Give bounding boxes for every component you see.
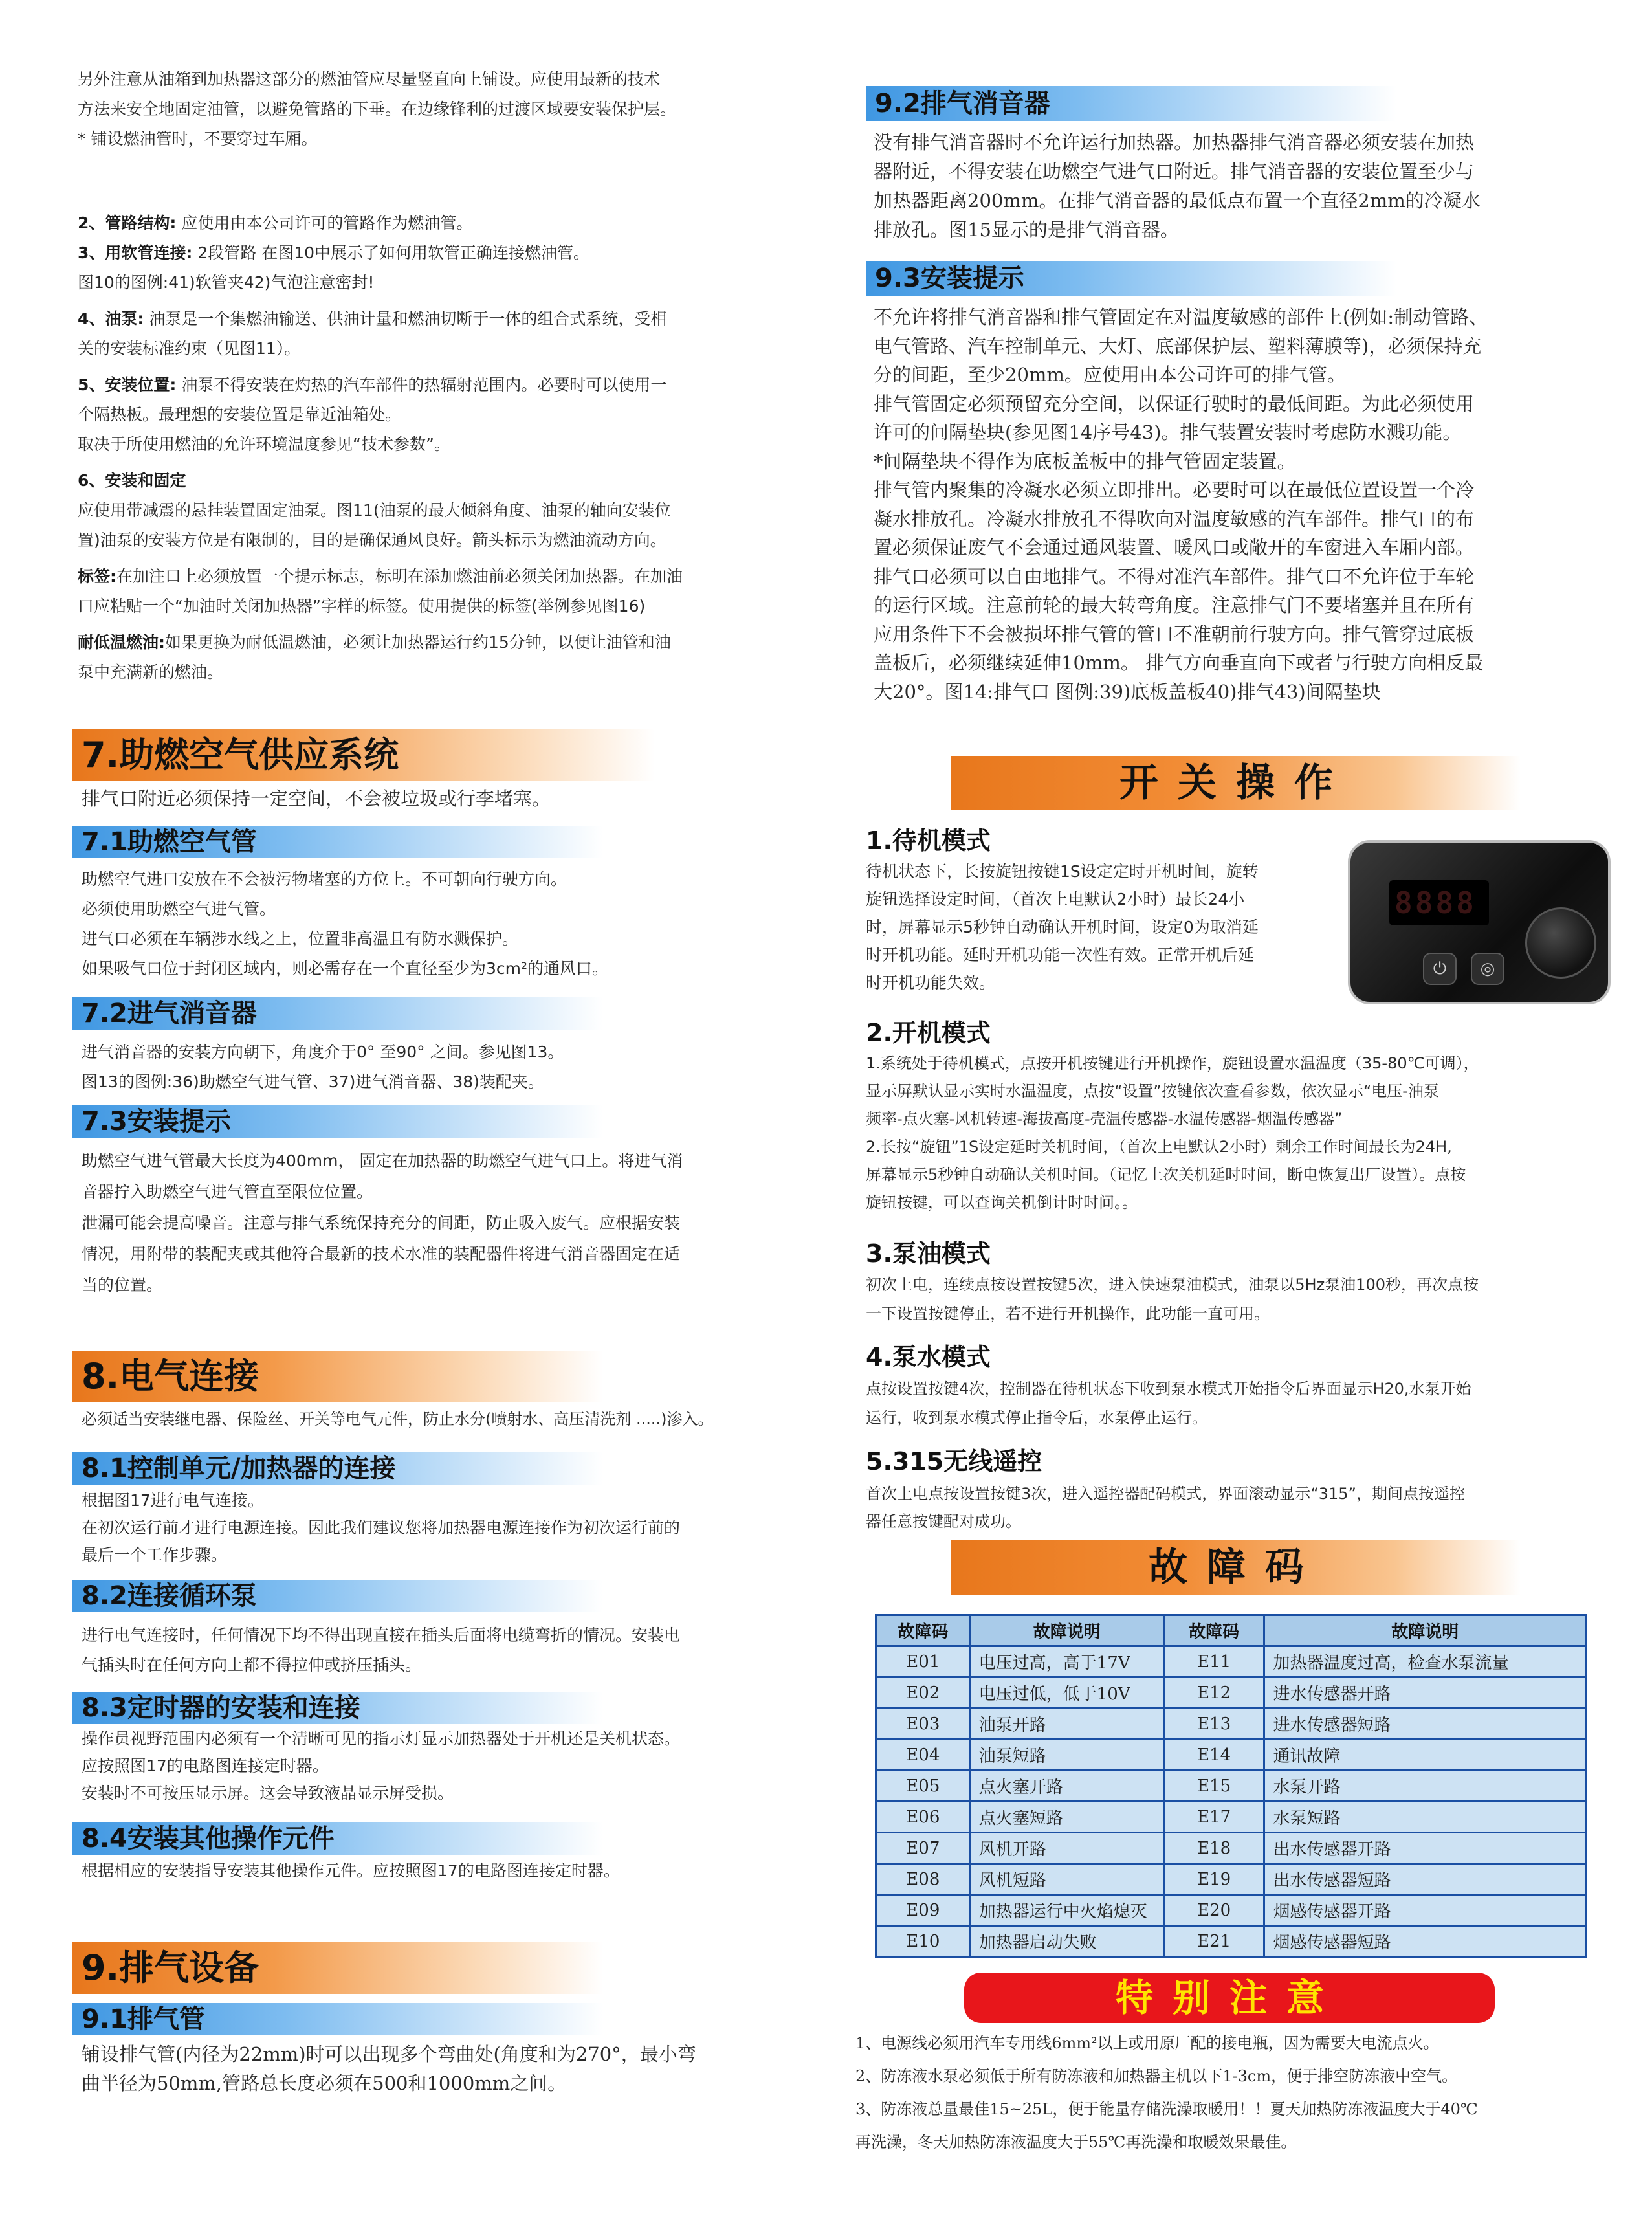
table-row [876,1740,1586,1771]
standby-mode-title: 1.待机模式 [866,826,991,855]
item-line: 泵中充满新的燃油。 [78,663,224,681]
pump-water-mode-title: 4.泵水模式 [866,1343,991,1371]
table-row [876,1864,1586,1895]
fault-desc-cell: 风机短路 [970,1864,1163,1895]
table-row [876,1895,1586,1926]
fuel-items [78,208,796,687]
text-line: 器附近，不得安装在助燃空气进气口附近。排气消音器的安装位置至少与 [874,161,1475,183]
text-line: 排放孔。图15显示的是排气消音器。 [874,219,1179,241]
special-notes [855,2027,1632,2159]
device-digits: 8888 [1394,885,1477,920]
table-row [876,1802,1586,1833]
text-line: 电气管路、汽车控制单元、大灯、底部保护层、塑料薄膜等)，必须保持充 [874,335,1482,357]
item-label: 标签:在加注口上必须放置一个提示标志，标明在添加燃油前必须关闭加热器。在加油 [78,567,683,586]
text-line: 加热器距离200mm。在排气消音器的最低点布置一个直径2mm的冷凝水 [874,190,1481,212]
fault-code-cell: E20 [1163,1895,1264,1926]
text-line: 进气口必须在车辆涉水线之上，位置非高温且有防水溅保护。 [82,929,519,948]
text-line: 在初次运行前才进行电源连接。因此我们建议您将加热器电源连接作为初次运行前的 [82,1518,681,1537]
section-9-2-heading: 9.2排气消音器 [866,86,1396,121]
header-desc: 故障说明 [1264,1615,1586,1646]
pump-oil-mode-title: 3.泵油模式 [866,1239,991,1268]
item-line: 图10的图例:41)软管夹42)气泡注意密封! [78,273,375,292]
fault-desc-cell: 加热器启动失败 [970,1926,1163,1957]
text-line: 气插头时在任何方向上都不得拉伸或挤压插头。 [82,1655,422,1674]
fault-code-cell: E12 [1163,1677,1264,1709]
fault-desc-cell: 进水传感器短路 [1264,1709,1586,1740]
section-8-1-text [82,1487,793,1569]
item-line: 应使用带减震的悬挂装置固定油泵。图11(油泵的最大倾斜角度、油泵的轴向安装位 [78,501,671,520]
text-line: 首次上电点按设置按键3次，进入遥控器配码模式，界面滚动显示“315”，期间点按遥控 [866,1485,1465,1503]
fault-code-cell: E21 [1163,1926,1264,1957]
pump-water-mode-text [866,1375,1623,1433]
text-line: 旋钮选择设定时间，（首次上电默认2小时）最长24小 [866,890,1245,909]
section-8-2-text [82,1621,793,1680]
note-line: 1、电源线必须用汽车专用线6mm²以上或用原厂配的接电瓶，因为需要大电流点火。 [855,2034,1439,2052]
controller-device-image [1348,840,1611,1004]
section-7-2-text [82,1037,793,1097]
text-line: 时开机功能失效。 [866,973,996,992]
text-line: 置必须保证废气不会通过通风装置、暖风口或敞开的车窗进入车厢内部。 [874,537,1475,559]
text-line: 音器拧入助燃空气进气管直至限位位置。 [82,1182,373,1201]
section-8-4-text [82,1856,793,1886]
section-9-3-text [874,303,1618,706]
section-8-4-heading: 8.4安装其他操作元件 [72,1822,603,1855]
text-line: 初次上电，连续点按设置按键5次，进入快速泵油模式，油泵以5Hz泵油100秒，再次点按 [866,1276,1479,1294]
header-desc: 故障说明 [970,1615,1163,1646]
section-8-heading: 8.电气连接 [72,1351,603,1402]
fault-desc-cell: 加热器运行中火焰熄灭 [970,1895,1163,1926]
fault-desc-cell: 出水传感器短路 [1264,1864,1586,1895]
item-line: 口应粘贴一个“加油时关闭加热器”字样的标签。使用提供的标签(举例参见图16) [78,597,646,615]
text-line: 铺设排气管(内径为22mm)时可以出现多个弯曲处(角度和为270°，最小弯 [82,2043,696,2065]
fault-code-cell: E06 [876,1802,971,1833]
power-on-mode-title: 2.开机模式 [866,1019,991,1047]
section-7-1-heading: 7.1助燃空气管 [72,826,603,858]
text-line: 1.系统处于待机模式，点按开机按键进行开机操作，旋钮设置水温温度（35-80℃可调）， [866,1054,1479,1072]
table-row [876,1833,1586,1864]
remote-315-title: 5.315无线遥控 [866,1447,1042,1476]
settings-icon: ◎ [1471,953,1504,985]
fault-code-cell: E04 [876,1740,971,1771]
text-line: 2.长按“旋钮”1S设定延时关机时间，（首次上电默认2小时）剩余工作时间最长为24H, [866,1138,1452,1156]
fault-desc-cell: 通讯故障 [1264,1740,1586,1771]
power-icon: ⏻ [1423,953,1457,985]
text-line: 凝水排放孔。冷凝水排放孔不得吹向对温度敏感的汽车部件。排气口的布 [874,507,1475,530]
fault-desc-cell: 加热器温度过高，检查水泵流量 [1264,1646,1586,1677]
text-line: 一下设置按键停止，若不进行开机操作，此功能一直可用。 [866,1305,1270,1323]
text-line: 当的位置。 [82,1276,163,1294]
section-8-1-heading: 8.1控制单元/加热器的连接 [72,1452,603,1485]
item-position: 5、安装位置: 油泵不得安装在灼热的汽车部件的热辐射范围内。必要时可以使用一 [78,375,667,394]
fault-code-cell: E03 [876,1709,971,1740]
item-line: 取决于所使用燃油的允许环境温度参见“技术参数”。 [78,435,450,454]
device-display [1389,880,1489,925]
fault-code-cell: E10 [876,1926,971,1957]
header-code: 故障码 [876,1615,971,1646]
pump-oil-mode-text [866,1270,1623,1329]
fault-code-cell: E14 [1163,1740,1264,1771]
special-notice-banner: 特别注意 [964,1973,1495,2023]
section-9-1-text [82,2040,800,2098]
section-8-2-heading: 8.2连接循环泵 [72,1580,603,1612]
fault-desc-cell: 点火塞开路 [970,1771,1163,1802]
section-9-1-heading: 9.1排气管 [72,2003,603,2035]
fault-code-cell: E15 [1163,1771,1264,1802]
text-line: 的运行区域。注意前轮的最大转弯角度。注意排气门不要堵塞并且在所有 [874,594,1475,616]
table-row [876,1771,1586,1802]
text-line: 许可的间隔垫块(参见图14序号43)。排气装置安装时考虑防水溅功能。 [874,421,1462,443]
text-line: 旋钮按键，可以查询关机倒计时时间。。 [866,1193,1138,1212]
fault-code-cell: E13 [1163,1709,1264,1740]
section-7-1-text [82,865,793,984]
fault-desc-cell: 水泵短路 [1264,1802,1586,1833]
fault-desc-cell: 进水传感器开路 [1264,1677,1586,1709]
text-line: 进气消音器的安装方向朝下，角度介于0° 至90° 之间。参见图13。 [82,1043,564,1061]
fault-code-cell: E01 [876,1646,971,1677]
text-line: 必须使用助燃空气进气管。 [82,900,276,918]
fault-code-cell: E09 [876,1895,971,1926]
fault-desc-cell: 电压过低，低于10V [970,1677,1163,1709]
switch-operation-banner: 开关操作 [951,756,1521,810]
text-line: 器任意按键配对成功。 [866,1512,1021,1531]
text-line: 图13的图例:36)助燃空气进气管、37)进气消音器、38)装配夹。 [82,1072,544,1091]
fault-code-cell: E18 [1163,1833,1264,1864]
note-line: 再洗澡，冬天加热防冻液温度大于55℃再洗澡和取暖效果最佳。 [855,2133,1297,2151]
text-line: 泄漏可能会提高噪音。注意与排气系统保持充分的间距，防止吸入废气。应根据安装 [82,1213,681,1232]
text-line: 频率-点火塞-风机转速-海拔高度-壳温传感器-水温传感器-烟温传感器” [866,1110,1343,1128]
fault-desc-cell: 油泵开路 [970,1709,1163,1740]
text-line: 最后一个工作步骤。 [82,1545,228,1564]
text-line: 排气管内聚集的冷凝水必须立即排出。必要时可以在最低位置设置一个冷 [874,479,1475,501]
section-8-3-text [82,1725,793,1807]
intro-line: 另外注意从油箱到加热器这部分的燃油管应尽量竖直向上铺设。应使用最新的技术 [78,70,661,89]
text-line: 盖板后，必须继续延伸10mm。 排气方向垂直向下或者与行驶方向相反最 [874,652,1484,674]
text-line: 操作员视野范围内必须有一个清晰可见的指示灯显示加热器处于开机还是关机状态。 [82,1729,681,1748]
table-header-row [876,1615,1586,1646]
fault-code-table [875,1614,1587,1958]
text-line: 根据图17进行电气连接。 [82,1491,264,1510]
section-8-text: 必须适当安装继电器、保险丝、开关等电气元件，防止水分(喷射水、高压清洗剂 .....)渗入。 [82,1410,714,1428]
fault-code-cell: E17 [1163,1802,1264,1833]
fault-desc-cell: 油泵短路 [970,1740,1163,1771]
note-line: 3、防冻液总量最佳15~25L，便于能量存储洗澡取暖用！！夏天加热防冻液温度大于40℃ [855,2100,1478,2118]
item-hose: 3、用软管连接: 2段管路 在图10中展示了如何用软管正确连接燃油管。 [78,243,590,262]
table-row [876,1646,1586,1677]
text-line: 运行，收到泵水模式停止指令后，水泵停止运行。 [866,1409,1207,1427]
text-line: 助燃空气进口安放在不会被污物堵塞的方位上。不可朝向行驶方向。 [82,870,567,889]
text-line: 分的间距，至少20mm。应使用由本公司许可的排气管。 [874,364,1346,386]
remote-315-text [866,1480,1623,1536]
text-line: 不允许将排气消音器和排气管固定在对温度敏感的部件上(例如:制动管路、 [874,306,1488,328]
fault-desc-cell: 烟感传感器开路 [1264,1895,1586,1926]
text-line: 安装时不可按压显示屏。这会导致液晶显示屏受损。 [82,1784,454,1802]
section-7-text: 排气口附近必须保持一定空间，不会被垃圾或行李堵塞。 [82,788,551,810]
power-on-mode-text [866,1050,1623,1217]
section-7-2-heading: 7.2进气消音器 [72,997,603,1030]
fault-desc-cell: 水泵开路 [1264,1771,1586,1802]
section-7-3-heading: 7.3安装提示 [72,1105,603,1138]
text-line: 情况，用附带的装配夹或其他符合最新的技术水准的装配器件将进气消音器固定在适 [82,1245,681,1263]
item-line: 置)油泵的安装方位是有限制的，目的是确保通风良好。箭头标示为燃油流动方向。 [78,531,666,549]
text-line: *间隔垫块不得作为底板盖板中的排气管固定装置。 [874,450,1296,472]
intro-line: * 铺设燃油管时，不要穿过车厢。 [78,129,318,148]
table-row [876,1677,1586,1709]
item-line: 关的安装标准约束（见图11）。 [78,339,301,358]
item-pump: 4、油泵: 油泵是一个集燃油输送、供油计量和燃油切断于一体的组合式系统，受相 [78,309,667,328]
text-line: 屏幕显示5秒钟自动确认关机时间。（记忆上次关机延时时间，断电恢复出厂设置）。点按 [866,1166,1466,1184]
text-line: 如果吸气口位于封闭区域内，则必需存在一个直径至少为3cm²的通风口。 [82,959,609,978]
fault-desc-cell: 风机开路 [970,1833,1163,1864]
item-line: 个隔热板。最理想的安装位置是靠近油箱处。 [78,405,402,424]
fault-code-cell: E19 [1163,1864,1264,1895]
text-line: 大20°。图14:排气口 图例:39)底板盖板40)排气43)间隔垫块 [874,680,1381,703]
item-piping: 2、管路结构: 应使用由本公司许可的管路作为燃油管。 [78,214,473,232]
intro-text [78,65,796,154]
header-code: 故障码 [1163,1615,1264,1646]
section-9-3-heading: 9.3安装提示 [866,261,1396,296]
item-lowtemp-fuel: 耐低温燃油:如果更换为耐低温燃油，必须让加热器运行约15分钟，以便让油管和油 [78,633,671,652]
text-line: 进行电气连接时，任何情况下均不得出现直接在插头后面将电缆弯折的情况。安装电 [82,1626,681,1644]
text-line: 点按设置按键4次，控制器在待机状态下收到泵水模式开始指令后界面显示H20,水泵开始 [866,1380,1471,1398]
fault-code-cell: E05 [876,1771,971,1802]
item-mounting: 6、安装和固定 [78,471,186,490]
text-line: 显示屏默认显示实时水温温度，点按“设置”按键依次查看参数，依次显示“电压-油泵 [866,1082,1439,1100]
fault-code-cell: E08 [876,1864,971,1895]
text-line: 曲半径为50mm,管路总长度必须在500和1000mm之间。 [82,2072,567,2094]
rotary-knob-icon [1525,907,1596,979]
section-8-3-heading: 8.3定时器的安装和连接 [72,1692,603,1724]
text-line: 时开机功能。延时开机功能一次性有效。正常开机后延 [866,946,1255,964]
fault-desc-cell: 烟感传感器短路 [1264,1926,1586,1957]
table-row [876,1926,1586,1957]
section-9-heading: 9.排气设备 [72,1942,603,1994]
fault-code-banner: 故障码 [951,1540,1521,1595]
text-line: 助燃空气进气管最大长度为400mm， 固定在加热器的助燃空气进气口上。将进气消 [82,1151,683,1170]
fault-desc-cell: 出水传感器开路 [1264,1833,1586,1864]
text-line: 没有排气消音器时不允许运行加热器。加热器排气消音器必须安装在加热 [874,131,1475,153]
standby-mode-text [866,858,1338,997]
text-line: 时，屏幕显示5秒钟自动确认开机时间，设定0为取消延 [866,918,1259,936]
fault-code-cell: E07 [876,1833,971,1864]
section-7-heading: 7.助燃空气供应系统 [72,729,655,781]
text-line: 应用条件下不会被损坏排气管的管口不准朝前行驶方向。排气管穿过底板 [874,623,1475,645]
fault-code-cell: E11 [1163,1646,1264,1677]
note-line: 2、防冻液水泵必须低于所有防冻液和加热器主机以下1-3cm，便于排空防冻液中空气。 [855,2067,1458,2085]
table-row [876,1709,1586,1740]
text-line: 应按照图17的电路图连接定时器。 [82,1756,329,1775]
fault-code-cell: E02 [876,1677,971,1709]
intro-line: 方法来安全地固定油管，以避免管路的下垂。在边缘锋利的过渡区域要安装保护层。 [78,100,677,118]
section-9-2-text [874,128,1618,245]
text-line: 待机状态下，长按旋钮按键1S设定定时开机时间，旋转 [866,862,1259,881]
text-line: 排气口必须可以自由地排气。不得对准汽车部件。排气口不允许位于车轮 [874,565,1475,588]
fault-desc-cell: 电压过高，高于17V [970,1646,1163,1677]
text-line: 根据相应的安装指导安装其他操作元件。应按照图17的电路图连接定时器。 [82,1861,620,1880]
text-line: 排气管固定必须预留充分空间，以保证行驶时的最低间距。为此必须使用 [874,392,1475,415]
fault-desc-cell: 点火塞短路 [970,1802,1163,1833]
section-7-3-text [82,1146,793,1301]
